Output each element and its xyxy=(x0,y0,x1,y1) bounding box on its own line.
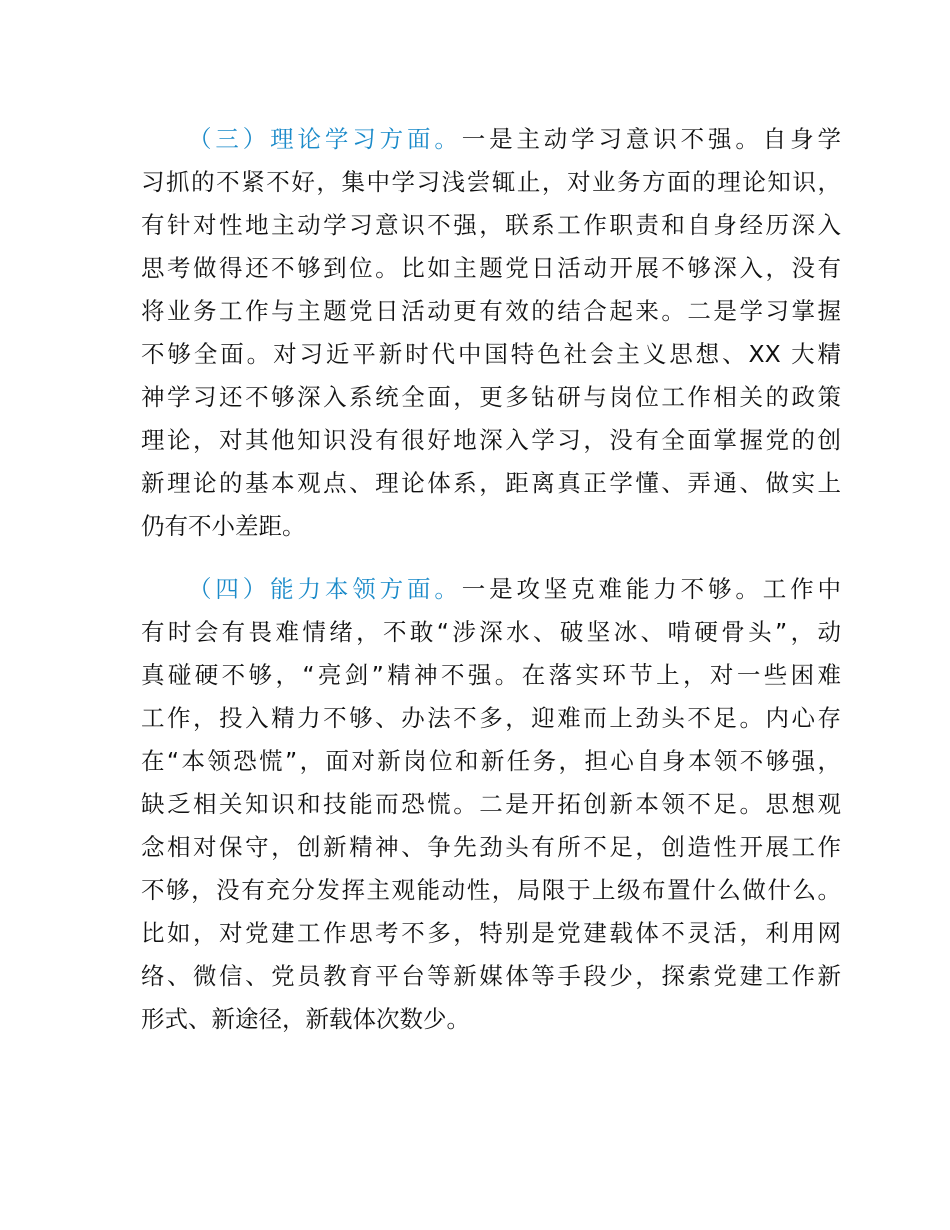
paragraph-line: 不够全面。对习近平新时代中国特色社会主义思想、XX 大精 xyxy=(141,340,841,368)
paragraph-line: 理论，对其他知识没有很好地深入学习，没有全面掌握党的创 xyxy=(141,426,841,454)
paragraph-line: 神学习还不够深入系统全面，更多钻研与岗位工作相关的政策 xyxy=(141,383,841,411)
paragraph-line xyxy=(141,568,841,611)
paragraph-line: 不够，没有充分发挥主观能动性，局限于上级布置什么做什么。 xyxy=(141,876,841,904)
paragraph-line: 真碰硬不够，“亮剑”精神不强。在落实环节上，对一些困难 xyxy=(141,661,841,689)
paragraph-line: 仍有不小差距。 xyxy=(141,512,306,540)
paragraph-line: 念相对保守，创新精神、争先劲头有所不足，创造性开展工作 xyxy=(141,833,841,861)
paragraph-text: 一是攻坚克难能力不够。工作中 xyxy=(461,575,842,603)
paragraph-line: 将业务工作与主题党日活动更有效的结合起来。二是学习掌握 xyxy=(141,297,841,325)
paragraph-line: 在“本领恐慌”，面对新岗位和新任务，担心自身本领不够强， xyxy=(141,747,841,775)
paragraph-line: 缺乏相关知识和技能而恐慌。二是开拓创新本领不足。思想观 xyxy=(141,790,841,818)
section-ability xyxy=(141,568,841,1041)
section-heading: （三）理论学习方面。 xyxy=(188,125,462,153)
paragraph-line: 思考做得还不够到位。比如主题党日活动开展不够深入，没有 xyxy=(141,254,841,282)
paragraph-line: 工作，投入精力不够、办法不多，迎难而上劲头不足。内心存 xyxy=(141,704,841,732)
section-heading: （四）能力本领方面。 xyxy=(188,575,462,603)
paragraph-line: 新理论的基本观点、理论体系，距离真正学懂、弄通、做实上 xyxy=(141,469,841,497)
paragraph-line xyxy=(141,118,841,161)
paragraph-line: 形式、新途径，新载体次数少。 xyxy=(141,1005,470,1033)
paragraph-line: 有时会有畏难情绪，不敢“涉深水、破坚冰、啃硬骨头”，动 xyxy=(141,618,841,646)
paragraph-line: 比如，对党建工作思考不多，特别是党建载体不灵活，利用网 xyxy=(141,919,841,947)
paragraph-line: 有针对性地主动学习意识不强，联系工作职责和自身经历深入 xyxy=(141,211,841,239)
paragraph-line: 络、微信、党员教育平台等新媒体等手段少，探索党建工作新 xyxy=(141,962,841,990)
section-theory-study xyxy=(141,118,841,548)
paragraph-text: 一是主动学习意识不强。自身学 xyxy=(461,125,842,153)
paragraph-line: 习抓的不紧不好，集中学习浅尝辄止，对业务方面的理论知识， xyxy=(141,168,841,196)
